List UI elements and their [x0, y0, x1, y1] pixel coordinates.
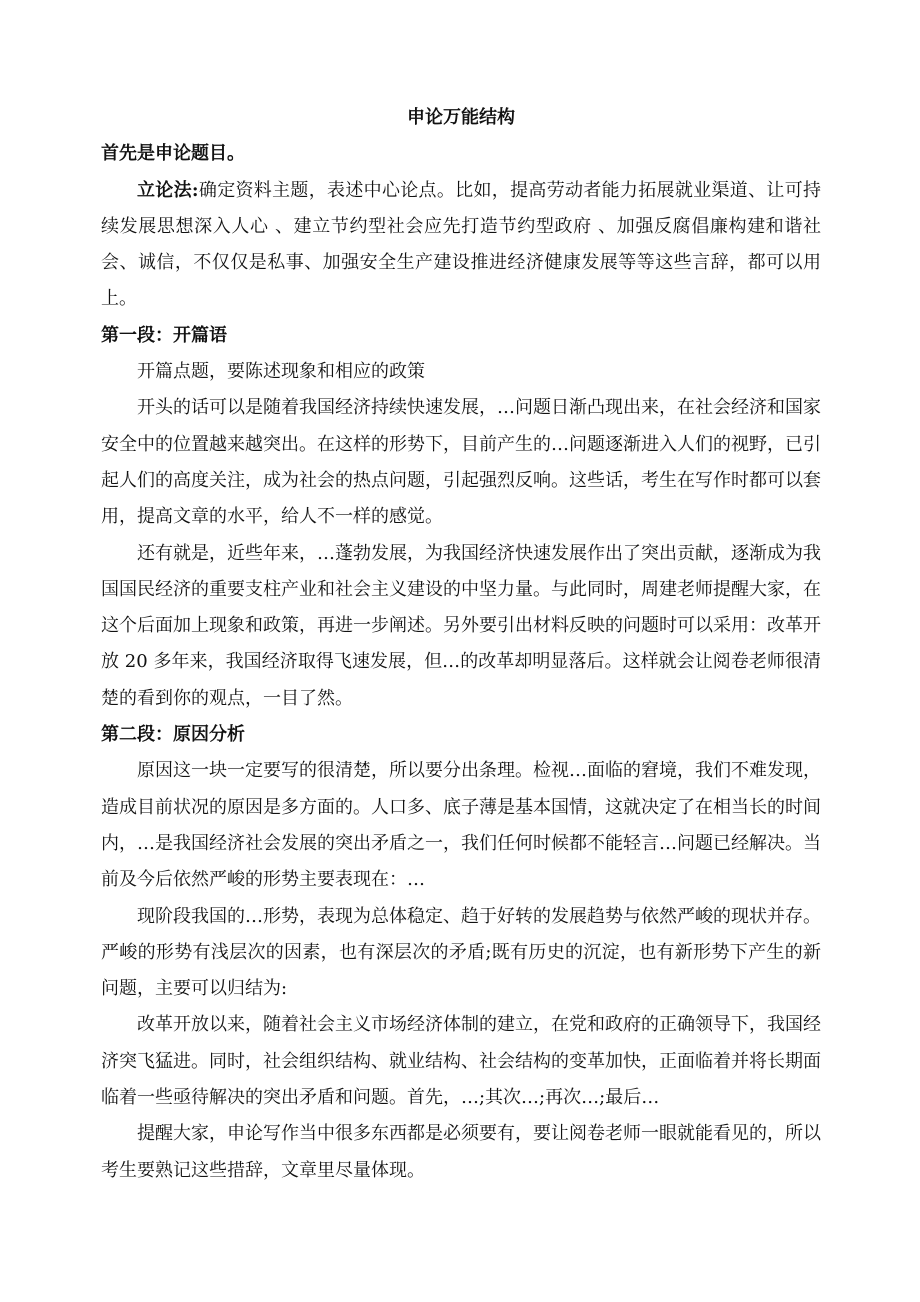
- thesis-paragraph: [101, 173, 821, 318]
- paragraph: 开篇点题，要陈述现象和相应的政策: [137, 361, 425, 383]
- paragraph: 开头的话可以是随着我国经济持续快速发展，…问题日渐凸现出来，在社会经济和国家安全中的位置越来越突出。在这样的形势下，目前产生的…问题逐渐进入人们的视野，已引起人们的高度关注，成为社会的热点问题，引起强烈反响。这些话，考生在写作时都可以套用，提高文章的水平，给人不一样的感觉。: [101, 397, 821, 528]
- thesis-label: 立论法:: [137, 179, 199, 201]
- section2-heading: 第二段：原因分析: [101, 724, 245, 746]
- intro-heading: 首先是申论题目。: [101, 143, 245, 165]
- section1-heading: 第一段：开篇语: [101, 324, 227, 346]
- paragraph: 提醒大家，申论写作当中很多东西都是必须要有，要让阅卷老师一眼就能看见的，所以考生要熟记这些措辞，文章里尽量体现。: [101, 1123, 821, 1181]
- paragraph: 原因这一块一定要写的很清楚，所以要分出条理。检视…面临的窘境，我们不难发现，造成目前状况的原因是多方面的。人口多、底子薄是基本国情，这就决定了在相当长的时间内，…是我国经济社会发展的突出矛盾之一，我们任何时候都不能轻言…问题已经解决。当前及今后依然严峻的形势主要表现在：…: [101, 760, 821, 891]
- thesis-text: 确定资料主题，表述中心论点。比如，提高劳动者能力拓展就业渠道、让可持续发展思想深入人心 、建立节约型社会应先打造节约型政府 、加强反腐倡廉构建和谐社会、诚信，不仅仅是私事、加强安全生产建设推进经济健康发展等等这些言辞，都可以用上。: [101, 179, 821, 310]
- paragraph: 改革开放以来，随着社会主义市场经济体制的建立，在党和政府的正确领导下，我国经济突飞猛进。同时，社会组织结构、就业结构、社会结构的变革加快，正面临着并将长期面临着一些亟待解决的突出矛盾和问题。首先，…;其次…;再次…;最后…: [101, 1014, 821, 1109]
- document-title: 申论万能结构: [407, 107, 515, 128]
- paragraph: 现阶段我国的…形势，表现为总体稳定、趋于好转的发展趋势与依然严峻的现状并存。严峻的形势有浅层次的因素，也有深层次的矛盾;既有历史的沉淀，也有新形势下产生的新问题，主要可以归结为:: [101, 905, 821, 1000]
- paragraph: 还有就是，近些年来，…蓬勃发展，为我国经济快速发展作出了突出贡献，逐渐成为我国国民经济的重要支柱产业和社会主义建设的中坚力量。与此同时，周建老师提醒大家，在这个后面加上现象和政策，再进一步阐述。另外要引出材料反映的问题时可以采用：改革开放 20 多年来，我国经济取得飞速发展，但…的改革却明显落后。这样就会让阅卷老师很清楚的看到你的观点，一目了然。: [101, 542, 821, 709]
